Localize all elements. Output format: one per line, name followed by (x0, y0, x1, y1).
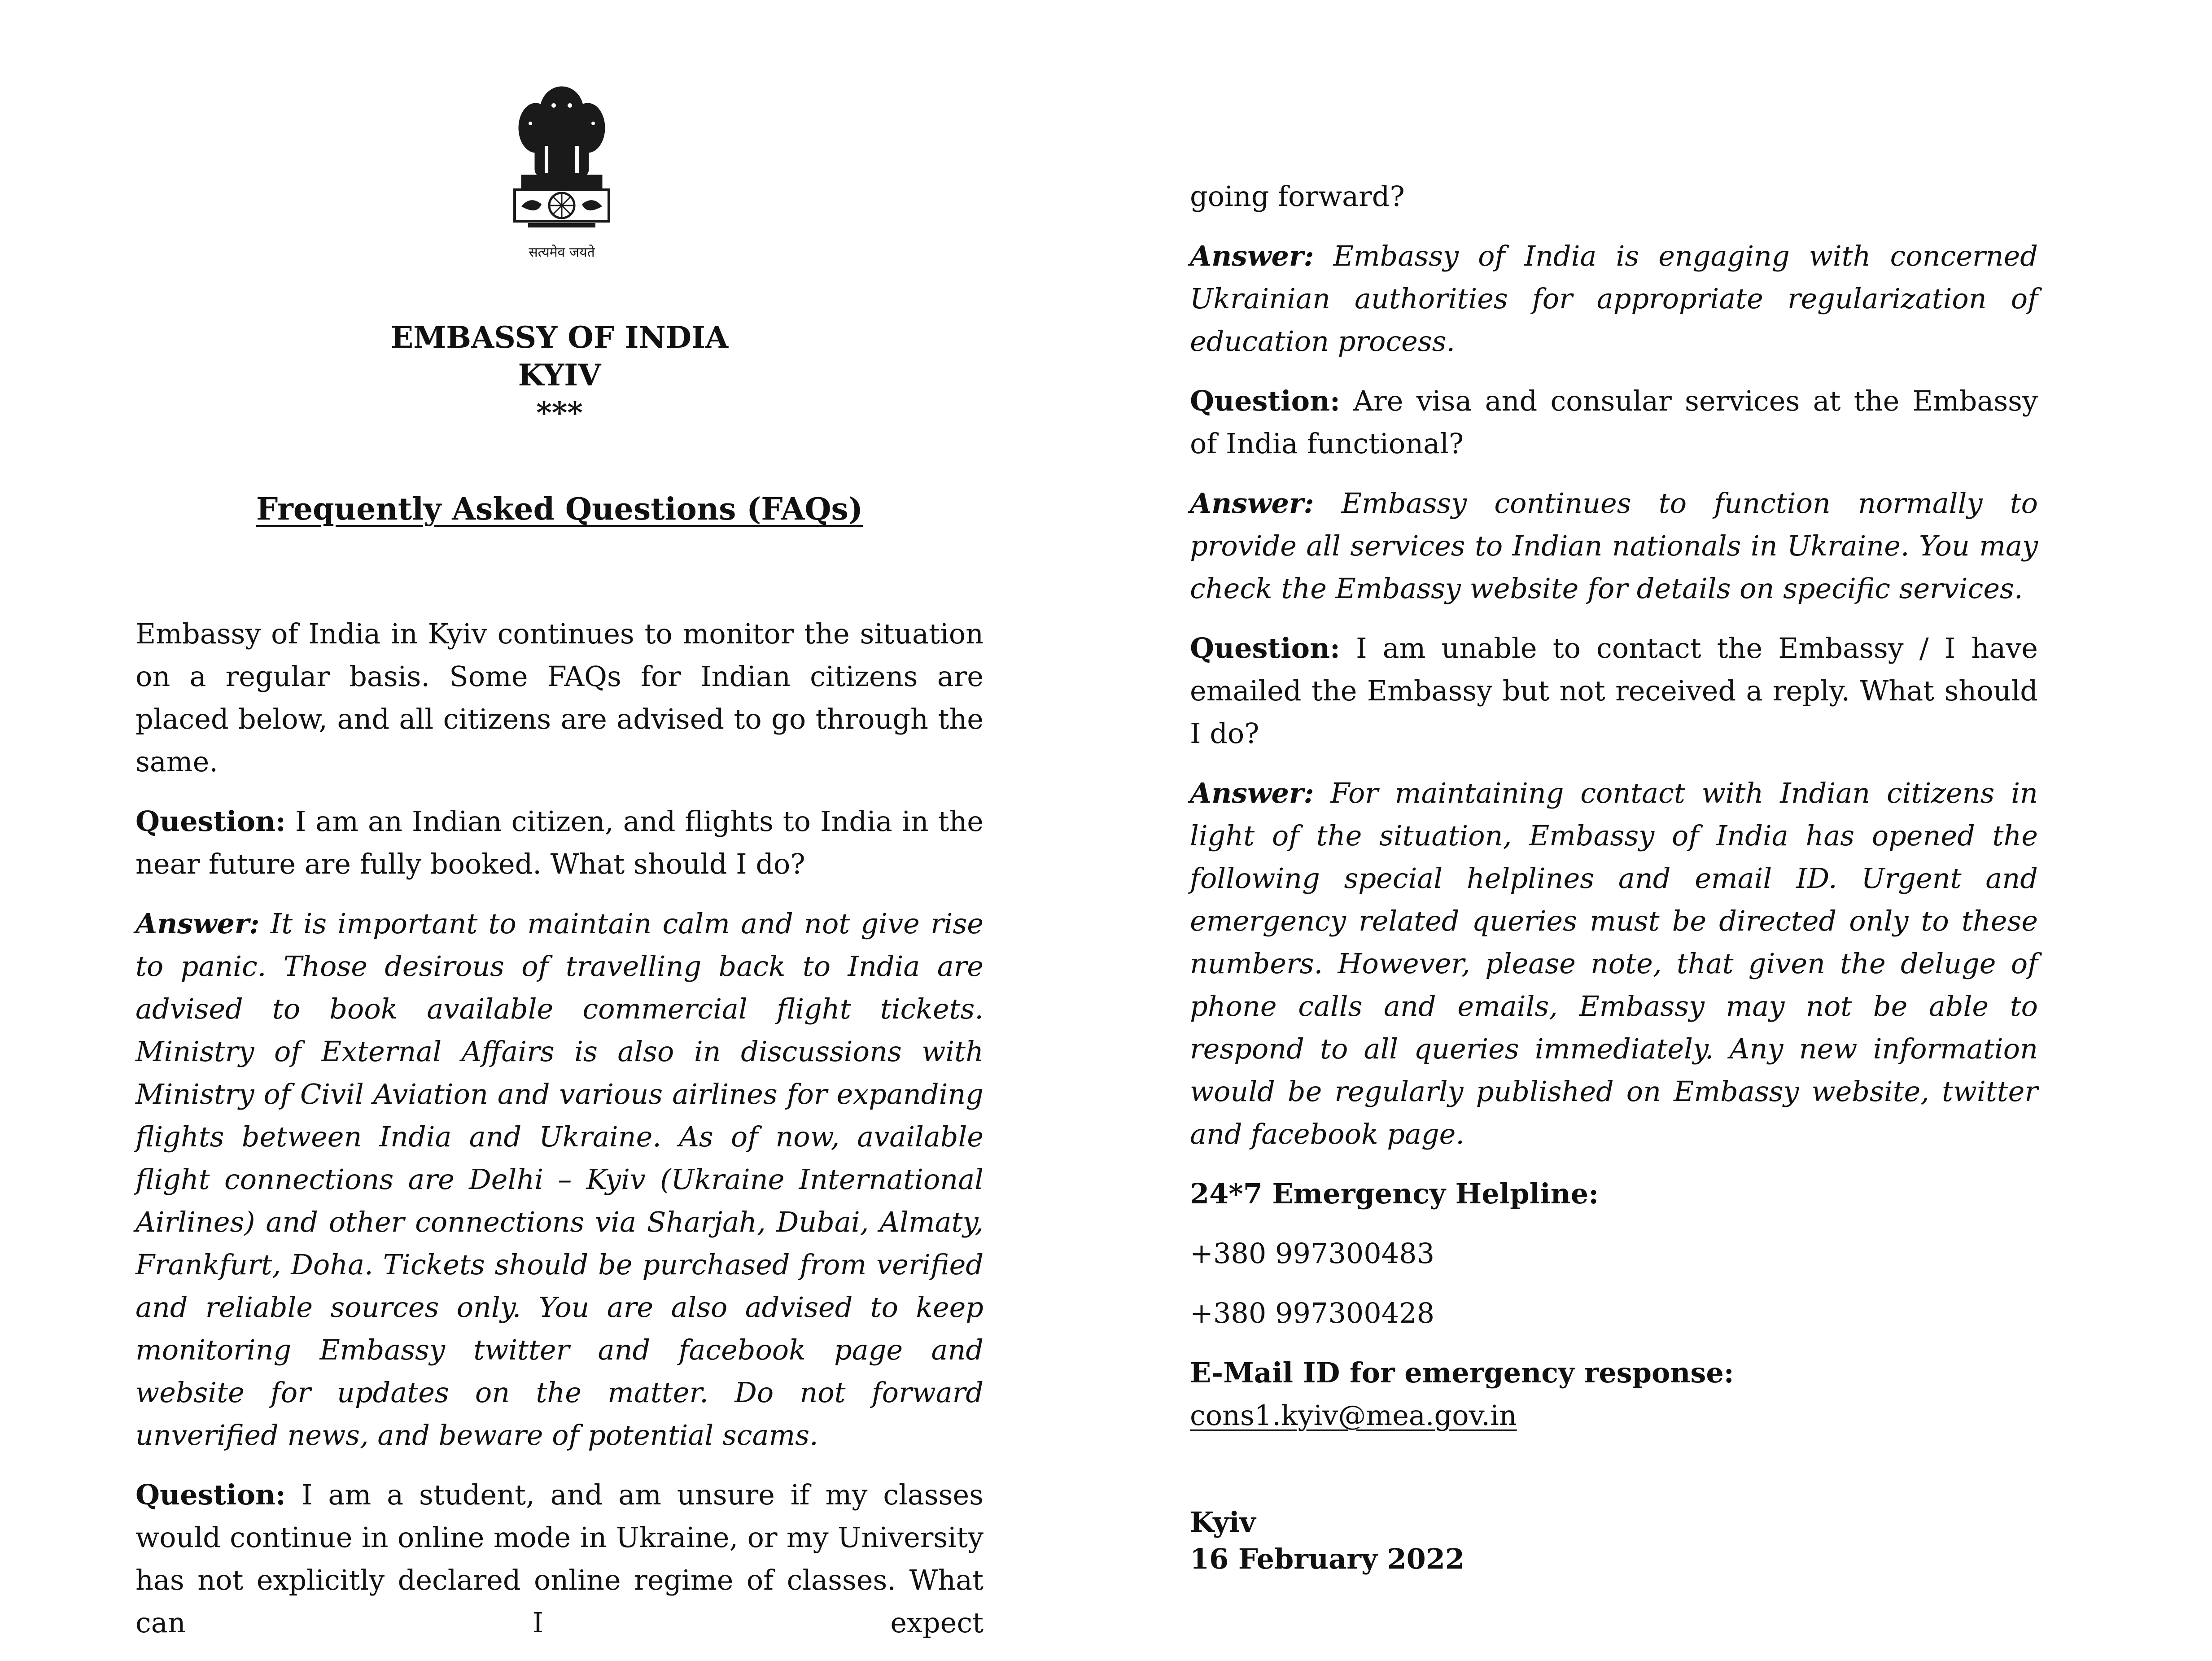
question-text: I am an Indian citizen, and flights to India in the near future are fully booked. What should I do? (136, 805, 984, 880)
answer-label: Answer: (136, 907, 260, 940)
city-name: KYIV (518, 358, 601, 393)
faq-2-question-part1 (136, 1473, 984, 1644)
helpline-heading: 24*7 Emergency Helpline: (1190, 1177, 1599, 1210)
answer-label: Answer: (1190, 240, 1314, 272)
right-flow (1190, 175, 2038, 1578)
question-text: I am unable to contact the Embassy / I have emailed the Embassy but not received a reply. What should I do? (1190, 632, 2038, 750)
faq-2-question-part2: going forward? (1190, 180, 1405, 213)
intro-paragraph: Embassy of India in Kyiv continues to monitor the situation on a regular basis. Some FAQs for Indian citizens are placed below, and all citizens are advised to go through the same. (136, 617, 984, 778)
faq-1-question (136, 800, 984, 885)
question-label: Question: (1190, 632, 1340, 664)
faq-1-answer (136, 902, 984, 1456)
faq-3-question (1190, 380, 2038, 465)
answer-text: It is important to maintain calm and not give rise to panic. Those desirous of travelling back to India are advised to book available commercial flight tickets. Ministry of External Affairs is also in discussions with Ministry of Civil Aviation and various airlines for expanding flights between India and Ukraine. As of now, available flight connections are Delhi – Kyiv (Ukraine International Airlines) and other connections via Sharjah, Dubai, Almaty, Frankfurt, Doha. Tickets should be purchased from verified and reliable sources only. You are also advised to keep monitoring Embassy twitter and facebook page and website for updates on the matter. Do not forward unverified news, and beware of potential scams. (136, 907, 984, 1451)
email-line (1190, 1351, 2038, 1437)
email-label: E-Mail ID for emergency response: (1190, 1356, 1734, 1389)
answer-text: Embassy continues to function normally to provide all services to Indian nationals in Ukraine. You may check the Embassy website for details on specific services. (1190, 487, 2038, 605)
answer-text: For maintaining contact with Indian citizens in light of the situation, Embassy of India has opened the following special helplines and email ID. Urgent and emergency related queries must be directed only to these numbers. However, please note, that given the deluge of phone calls and emails, Embassy may not be able to respond to all queries immediately. Any new information would be regularly published on Embassy website, twitter and facebook page. (1190, 777, 2038, 1150)
helpline-phone-1[interactable]: +380 997300483 (1190, 1237, 1435, 1270)
faq-4-answer (1190, 772, 2038, 1155)
national-emblem-icon (503, 79, 620, 258)
question-text: I am a student, and am unsure if my classes would continue in online mode in Ukraine, or my University has not explicitly declared online regime of classes. What can I expect (136, 1478, 984, 1639)
faq-3-answer (1190, 482, 2038, 610)
question-label: Question: (136, 1478, 286, 1511)
org-name: EMBASSY OF INDIA (390, 320, 729, 355)
left-flow (136, 612, 984, 1661)
separator: *** (536, 395, 583, 430)
faq-2-answer (1190, 235, 2038, 363)
question-label: Question: (1190, 385, 1340, 417)
signoff-place: Kyiv (1190, 1506, 1256, 1539)
emblem-motto: सत्यमेव जयते (529, 245, 595, 260)
question-text: Are visa and consular services at the Embassy of India functional? (1190, 385, 2038, 460)
answer-label: Answer: (1190, 777, 1314, 809)
signoff (1190, 1504, 2038, 1578)
page-title: Frequently Asked Questions (FAQs) (256, 491, 863, 527)
answer-text: Embassy of India is engaging with concerned Ukrainian authorities for appropriate regularization of education process. (1190, 240, 2038, 358)
signoff-date: 16 February 2022 (1190, 1543, 1465, 1575)
email-link[interactable]: cons1.kyiv@mea.gov.in (1190, 1399, 1517, 1432)
letterhead (136, 319, 984, 432)
helpline-phone-2[interactable]: +380 997300428 (1190, 1297, 1435, 1329)
faq-4-question (1190, 627, 2038, 755)
answer-label: Answer: (1190, 487, 1314, 520)
question-label: Question: (136, 805, 286, 838)
